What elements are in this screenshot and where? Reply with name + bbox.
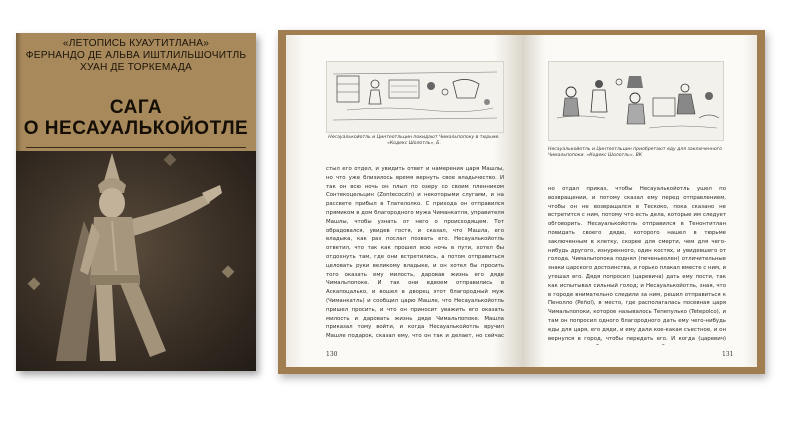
cover-author-line: ХУАН ДЕ ТОРКЕМАДА bbox=[79, 62, 193, 73]
cover-title-line: О НЕСАУАЛЬКОЙОТЛЕ bbox=[23, 118, 249, 139]
right-page bbox=[522, 35, 757, 367]
page-number-right: 131 bbox=[722, 351, 734, 358]
page-number-left: 130 bbox=[326, 351, 338, 358]
statue-illustration bbox=[16, 151, 256, 371]
illustration-caption-right: Несауалькойотль и Цинтеотльцин приобретают еду для заключенного Чимальпопоки. «Кодекс Шолотль», ВК bbox=[548, 147, 722, 158]
cover-statue-image bbox=[16, 151, 256, 371]
cover-author-line: ФЕРНАНДО ДЕ АЛЬВА ИШТЛИЛЬШОЧИТЛЬ bbox=[25, 50, 247, 61]
cover-divider bbox=[26, 147, 246, 148]
illustration-caption-left: Несауалькойотль и Цинтеотльцин покидают Чимальпопоку в тюрьме. «Кодекс Шолотль», Б. bbox=[328, 135, 500, 146]
right-page-text: но отдал приказ, чтобы Несауалькойотль ушел по возвращении, и потому сказал ему перед отправлением, чтобы он не возвращался в Тескоко, пока сказано не встретится с ним, потому что есть дела, которые им следует обговорить. Несауалькойотль отправился в Тенонтитлан повидать своего дядю, которого нашел в тюрьме заключенным в клетку, скорее для смерти, чем для чего-нибудь другого, изнуренного, один костях, и увидевшего от голода. Чимальпопока поднял (печеньеолен) отличительные знаки царского достоинства, и горько плакал вместе с ним, и утешал его. Дядя попросил (царевича) дать ему пости, так как испытывал сильный голод; и Несауалькойотль, зная, что в городе внимательно следили за ним, решил отправиться к Пенолло (Peñol), в место, где располагалась посевная царя Чимальпопоки, которое называлось Тепепулько (Tetepolco), и там он попросил одного благородного дать ему чего-нибудь еды для царя, его дяди, и ему дали кое-какая съестное, и он вернулся в город, чтобы передать его. И когда (царевич) bbox=[548, 186, 726, 342]
cover-title bbox=[16, 97, 256, 139]
cover-title-line: САГА bbox=[109, 97, 163, 118]
book-front-cover bbox=[16, 33, 256, 371]
open-book bbox=[278, 30, 765, 374]
codex-illustration-right bbox=[548, 61, 724, 141]
left-page-text: стыл его отдел, и увидить ответ и намерения царя Машлы, но что уже близилось время вернуть свое владычество. И так он всю ночь он плыл по озеру со своим пленником Сонтекоцельцин (Zontecoczin) и некоторыми слугами, и на рассвете прибыл в Тлателолко. С прихода он отправился прямиком в дом благородного мужа Чиманкатля, управителя Машлы, чтобы узнать от него о происходящем. Тот обрадовался, увидев гостя, и сказал, что Машла, его владыка, как раз послал позвать его. Несауалькойотль ответил, что так как прошел всю ночь в пути, хотел бы отдохнуть там, где они встретились, а потом отправиться целовать руки великому владыке, и он хотел бы просить того оказать ему милость, даровав жизнь его дяде Чимальпопоке. И так они вдвоем отправились в Аскапоцалько, и вошел в дворец этот благородный муж (Чиманкатль) и сообщил царю Машле, что Несауалькойотль пришел просить, и что он приносит уважить его оказать милость и даровать жизнь дяде Чимальпопоке. Машла приказал тому войти, и когда Несауалькойотль вручил Машле подарок, сказал ему, что он так и делает, но сейчас bbox=[326, 166, 504, 340]
cover-authors bbox=[16, 38, 256, 74]
codex-illustration-left bbox=[326, 61, 504, 133]
cover-author-line: «ЛЕТОПИСЬ КУАУТИТЛАНА» bbox=[62, 38, 210, 49]
left-page bbox=[286, 35, 522, 367]
